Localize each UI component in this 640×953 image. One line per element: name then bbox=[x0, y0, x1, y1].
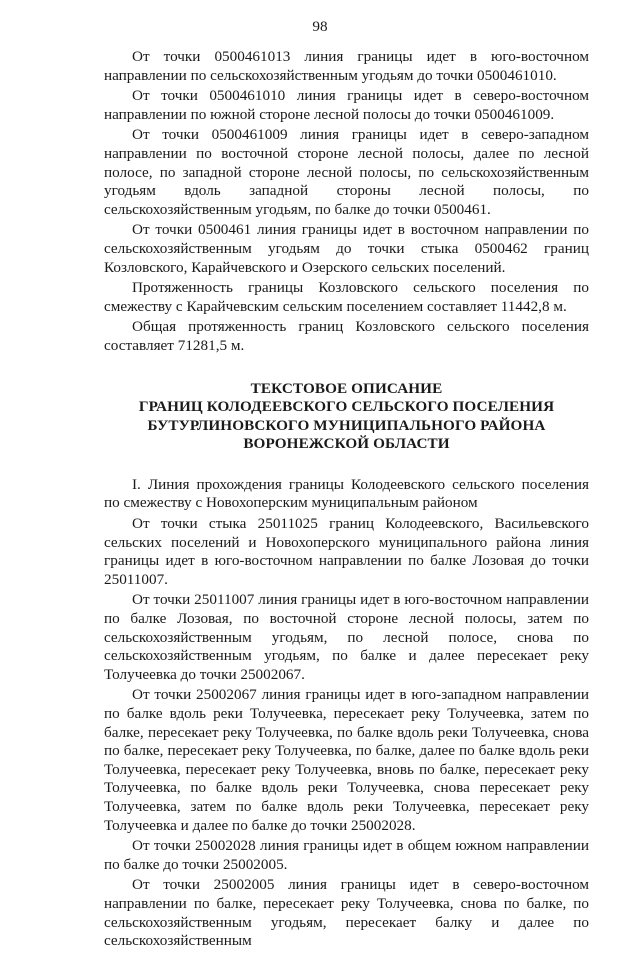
paragraph: От точки 25002067 линия границы идет в юго-западном направлении по балке вдоль реки Толучеевка, пересекает реку Толучеевка, затем по балке, пересекает реку Толучеевка, по балке вдоль реки Толучеевка, снова по балке, пересекает реку Толучеевка, по балке, далее по балке вдоль реки Толучеевка, пересекает реку Толучеевка, вновь по балке, пересекает реку Толучеевка, по балке вдоль реки Толучеевка, снова пересекает реку Толучеевка, затем по балке вдоль реки Толучеевка, пересекает реку Толучеевка и далее по балке до точки 25002028. bbox=[104, 686, 589, 834]
heading-line: БУТУРЛИНОВСКОГО МУНИЦИПАЛЬНОГО РАЙОНА bbox=[147, 416, 546, 434]
paragraph: I. Линия прохождения границы Колодеевского сельского поселения по смежеству с Новохоперским муниципальным районом bbox=[104, 475, 589, 512]
document-body bbox=[104, 48, 589, 953]
paragraph: От точки 0500461010 линия границы идет в северо-восточном направлении по южной стороне лесной полосы до точки 0500461009. bbox=[104, 87, 589, 123]
paragraph: От точки 0500461013 линия границы идет в юго-восточном направлении по сельскохозяйственным угодьям до точки 0500461010. bbox=[104, 48, 589, 84]
paragraph: От точки 0500461 линия границы идет в восточном направлении по сельскохозяйственным угодьям до точки стыка 0500462 границ Козловского, Карайчевского и Озерского сельских поселений. bbox=[104, 221, 589, 276]
heading-line: ГРАНИЦ КОЛОДЕЕВСКОГО СЕЛЬСКОГО ПОСЕЛЕНИЯ bbox=[138, 398, 555, 416]
heading-line: ТЕКСТОВОЕ ОПИСАНИЕ bbox=[250, 379, 443, 397]
paragraph: От точки 25002028 линия границы идет в общем южном направлении по балке до точки 25002005. bbox=[104, 837, 589, 873]
section-kolodeevskoe-boundary bbox=[104, 476, 589, 951]
section-kozlovskoe-boundary bbox=[104, 48, 589, 356]
paragraph: Протяженность границы Козловского сельского поселения по смежеству с Карайчевским сельским поселением составляет 11442,8 м. bbox=[104, 279, 589, 315]
paragraph: От точки 25011007 линия границы идет в юго-восточном направлении по балке Лозовая, по восточной стороне лесной полосы, затем по сельскохозяйственным угодьям, по лесной полосе, снова по сельскохозяйственным угодьям, по балке и далее пересекает реку Толучеевка до точки 25002067. bbox=[104, 591, 589, 683]
page-number: 98 bbox=[312, 18, 328, 35]
paragraph: От точки 25002005 линия границы идет в северо-восточном направлении по балке, пересекает реку Толучеевка, снова по балке, по сельскохозяйственным угодьям, пересекает балку и далее по сельскохозяйственным bbox=[104, 876, 589, 950]
paragraph: Общая протяженность границ Козловского сельского поселения составляет 71281,5 м. bbox=[104, 318, 589, 354]
section-heading bbox=[104, 380, 589, 454]
paragraph: От точки 0500461009 линия границы идет в северо-западном направлении по восточной стороне лесной полосы, далее по лесной полосе, по западной стороне лесной полосы, по сельскохозяйственным угодьям вдоль западной стороны лесной полосы, по сельскохозяйственным угодьям, по балке до точки 0500461. bbox=[104, 126, 589, 218]
heading-line: ВОРОНЕЖСКОЙ ОБЛАСТИ bbox=[243, 435, 450, 453]
paragraph: От точки стыка 25011025 границ Колодеевского, Васильевского сельских поселений и Новохоперского муниципального района линия границы идет в юго-восточном направлении по балке Лозовая до точки 25011007. bbox=[104, 515, 589, 588]
